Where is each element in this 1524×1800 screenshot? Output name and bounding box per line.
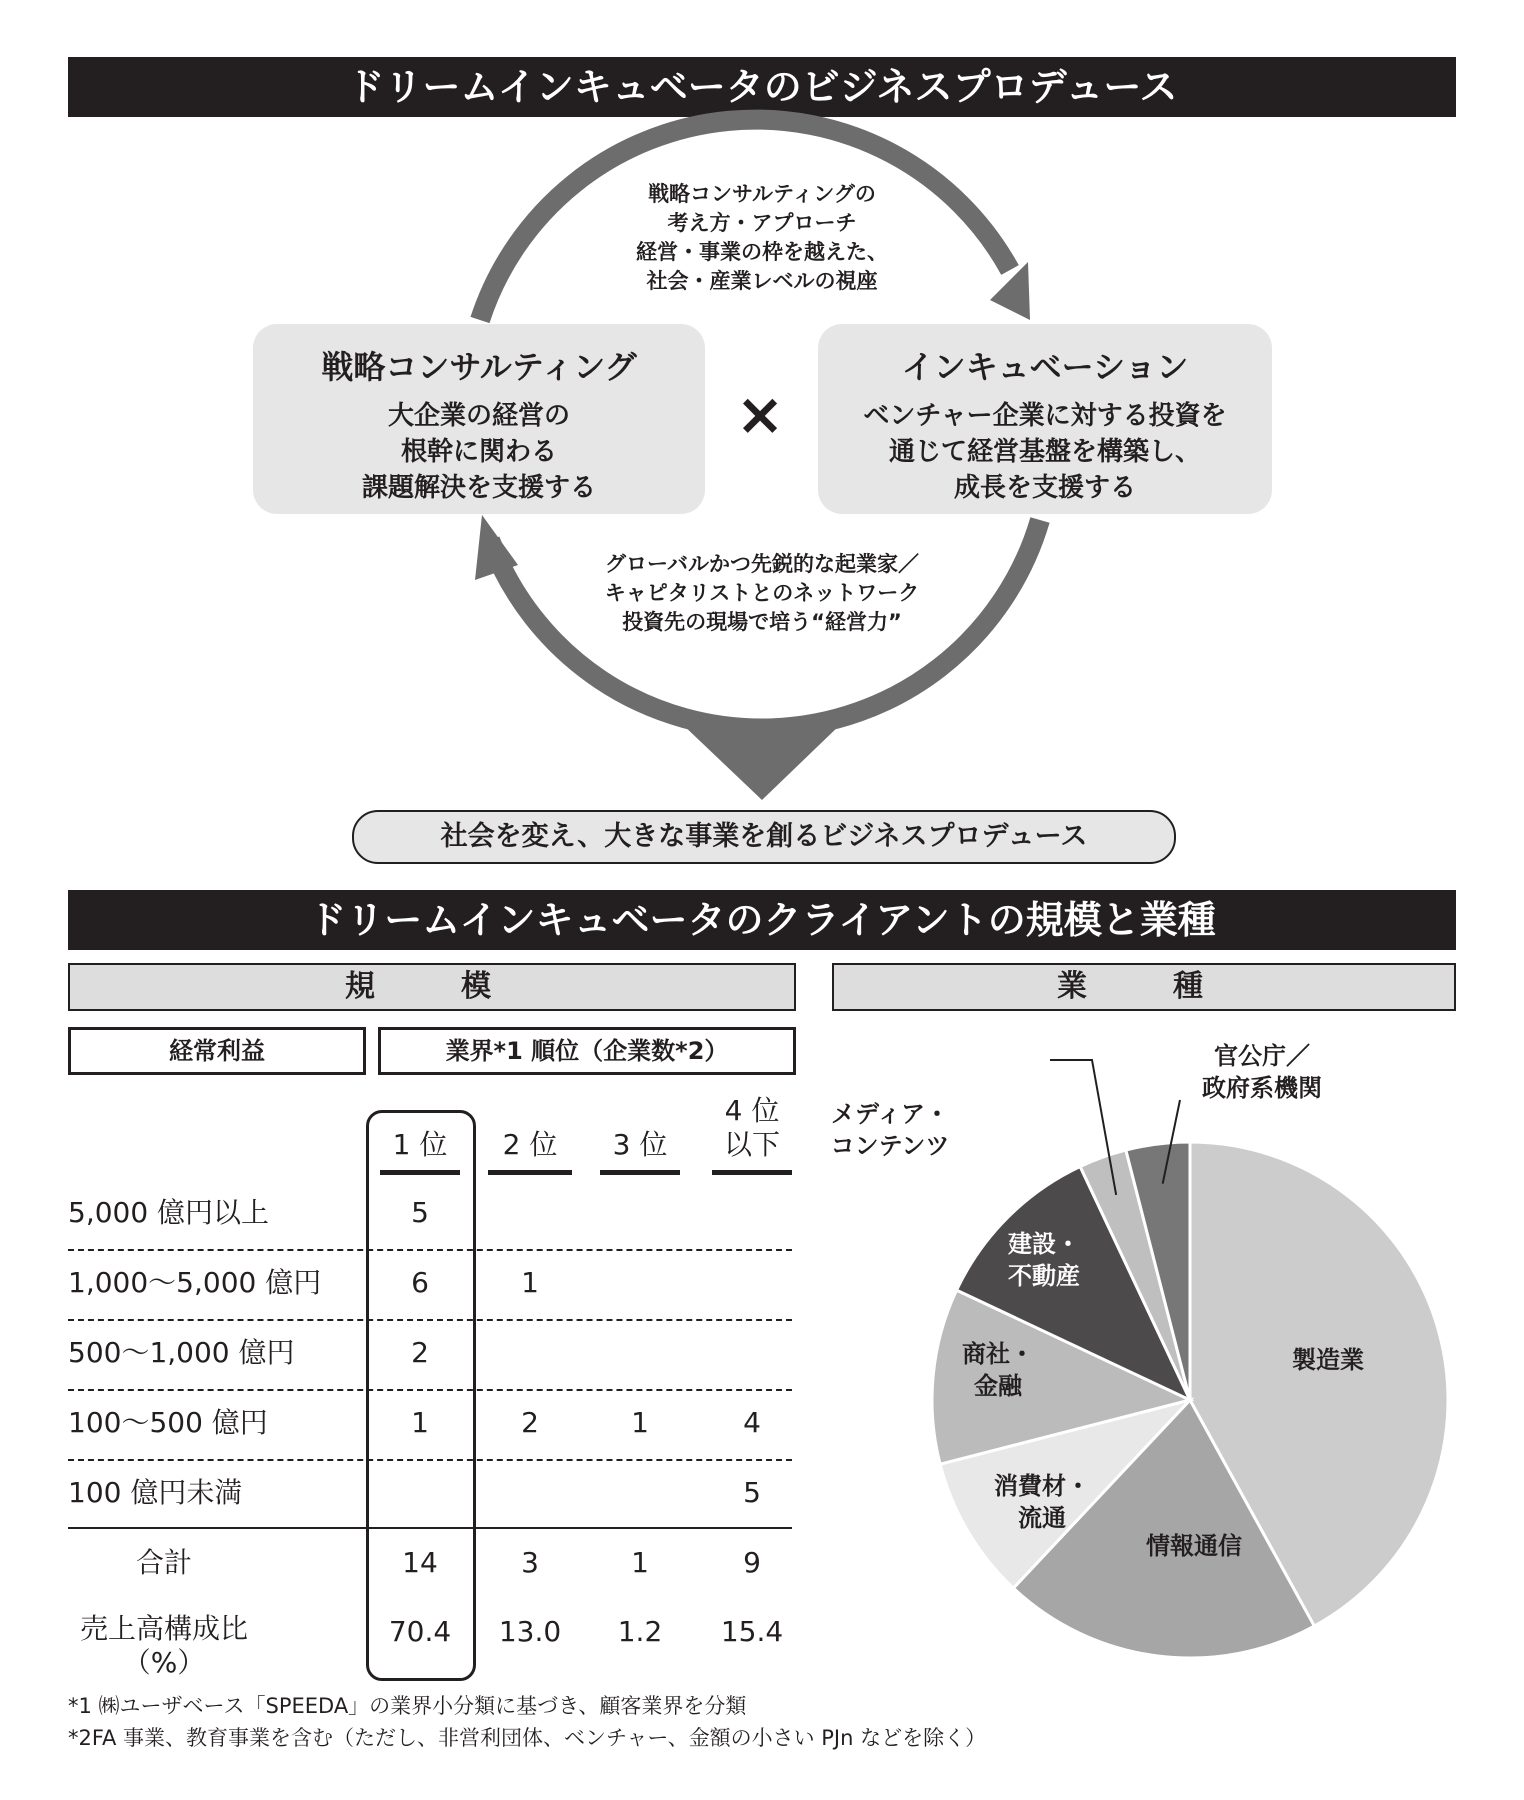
row-label: 5,000 億円以上 [68, 1196, 270, 1229]
bottom-arc-line-2: キャピタリストとのネットワーク [604, 581, 920, 605]
table-cell: 2 [521, 1406, 539, 1439]
top-arc-line-3: 経営・事業の枠を越えた、 [636, 240, 888, 264]
result-pill: 社会を変え、大きな事業を創るビジネスプロデュース [352, 810, 1176, 864]
consulting-line-1: 大企業の経営の [387, 401, 570, 431]
consulting-line-3: 課題解決を支援する [361, 473, 596, 503]
col-header-3: 3 位 [612, 1128, 668, 1161]
total-label: 合計 [136, 1546, 193, 1579]
pie-slice-label: メディア・ コンテンツ [830, 1100, 950, 1160]
ratio-cell: 15.4 [720, 1615, 784, 1648]
pie-slice-label: 消費材・ 流通 [994, 1472, 1090, 1532]
total-cell: 14 [402, 1546, 438, 1579]
row-label: 100～500 億円 [68, 1406, 268, 1439]
top-arc-line-2: 考え方・アプローチ [667, 211, 857, 235]
table-cell: 1 [521, 1266, 539, 1299]
footnote-1: *1 ㈱ユーザベース「SPEEDA」の業界小分類に基づき、顧客業界を分類 [68, 1694, 747, 1718]
table-cell: 6 [411, 1266, 429, 1299]
ratio-cell: 70.4 [388, 1615, 452, 1648]
pie-slice-label: 商社・ 金融 [962, 1340, 1034, 1400]
table-cell: 2 [411, 1336, 429, 1369]
top-arc-line-1: 戦略コンサルティングの [648, 182, 876, 206]
table-cell: 1 [411, 1406, 429, 1439]
col-header-1: 1 位 [392, 1128, 448, 1161]
section2-title-bar: ドリームインキュベータのクライアントの規模と業種 [68, 890, 1456, 950]
table-cell: 5 [411, 1196, 429, 1229]
table-cell: 5 [743, 1476, 761, 1509]
col-header-4: 4 位 以下 [723, 1094, 780, 1161]
total-cell: 3 [521, 1546, 539, 1579]
pie-slice-label: 製造業 [1292, 1346, 1364, 1374]
times-icon: × [735, 380, 785, 448]
ratio-label: 売上高構成比 （%） [80, 1612, 249, 1679]
incubation-card-title: インキュベーション [901, 348, 1189, 386]
incubation-line-3: 成長を支援する [953, 473, 1136, 503]
ratio-cell: 1.2 [617, 1615, 663, 1648]
incubation-line-2: 通じて経営基盤を構築し、 [888, 437, 1201, 467]
col-header-2: 2 位 [502, 1128, 558, 1161]
row-label: 100 億円未満 [68, 1476, 243, 1509]
pie-slice-label: 情報通信 [1146, 1532, 1242, 1560]
table-cell: 4 [743, 1406, 761, 1439]
profit-box: 経常利益 [68, 1027, 366, 1075]
scale-header: 規 模 [68, 963, 796, 1011]
industry-header: 業 種 [832, 963, 1456, 1011]
incubation-line-1: ベンチャー企業に対する投資を [863, 401, 1227, 431]
bottom-arc-line-3: 投資先の現場で培う“経営力” [622, 610, 902, 634]
pie-slice-label: 官公庁／ 政府系機関 [1202, 1042, 1322, 1102]
consulting-card-title: 戦略コンサルティング [321, 348, 637, 386]
top-arc-line-4: 社会・産業レベルの視座 [646, 269, 878, 293]
consulting-line-2: 根幹に関わる [400, 437, 557, 467]
bottom-arc-line-1: グローバルかつ先鋭的な起業家／ [605, 552, 919, 576]
total-cell: 9 [743, 1546, 761, 1579]
row-label: 500～1,000 億円 [68, 1336, 295, 1369]
total-cell: 1 [631, 1546, 649, 1579]
table-cell: 1 [631, 1406, 649, 1439]
row-label: 1,000～5,000 億円 [68, 1266, 322, 1299]
footnote-2: *2FA 事業、教育事業を含む（ただし、非営利団体、ベンチャー、金額の小さい PJn などを除く） [68, 1726, 987, 1750]
section1-title-bar: ドリームインキュベータのビジネスプロデュース [68, 57, 1456, 117]
pie-slice-label: 建設・ 不動産 [1008, 1230, 1080, 1290]
rank-box: 業界*1 順位（企業数*2） [378, 1027, 796, 1075]
ratio-cell: 13.0 [498, 1615, 562, 1648]
